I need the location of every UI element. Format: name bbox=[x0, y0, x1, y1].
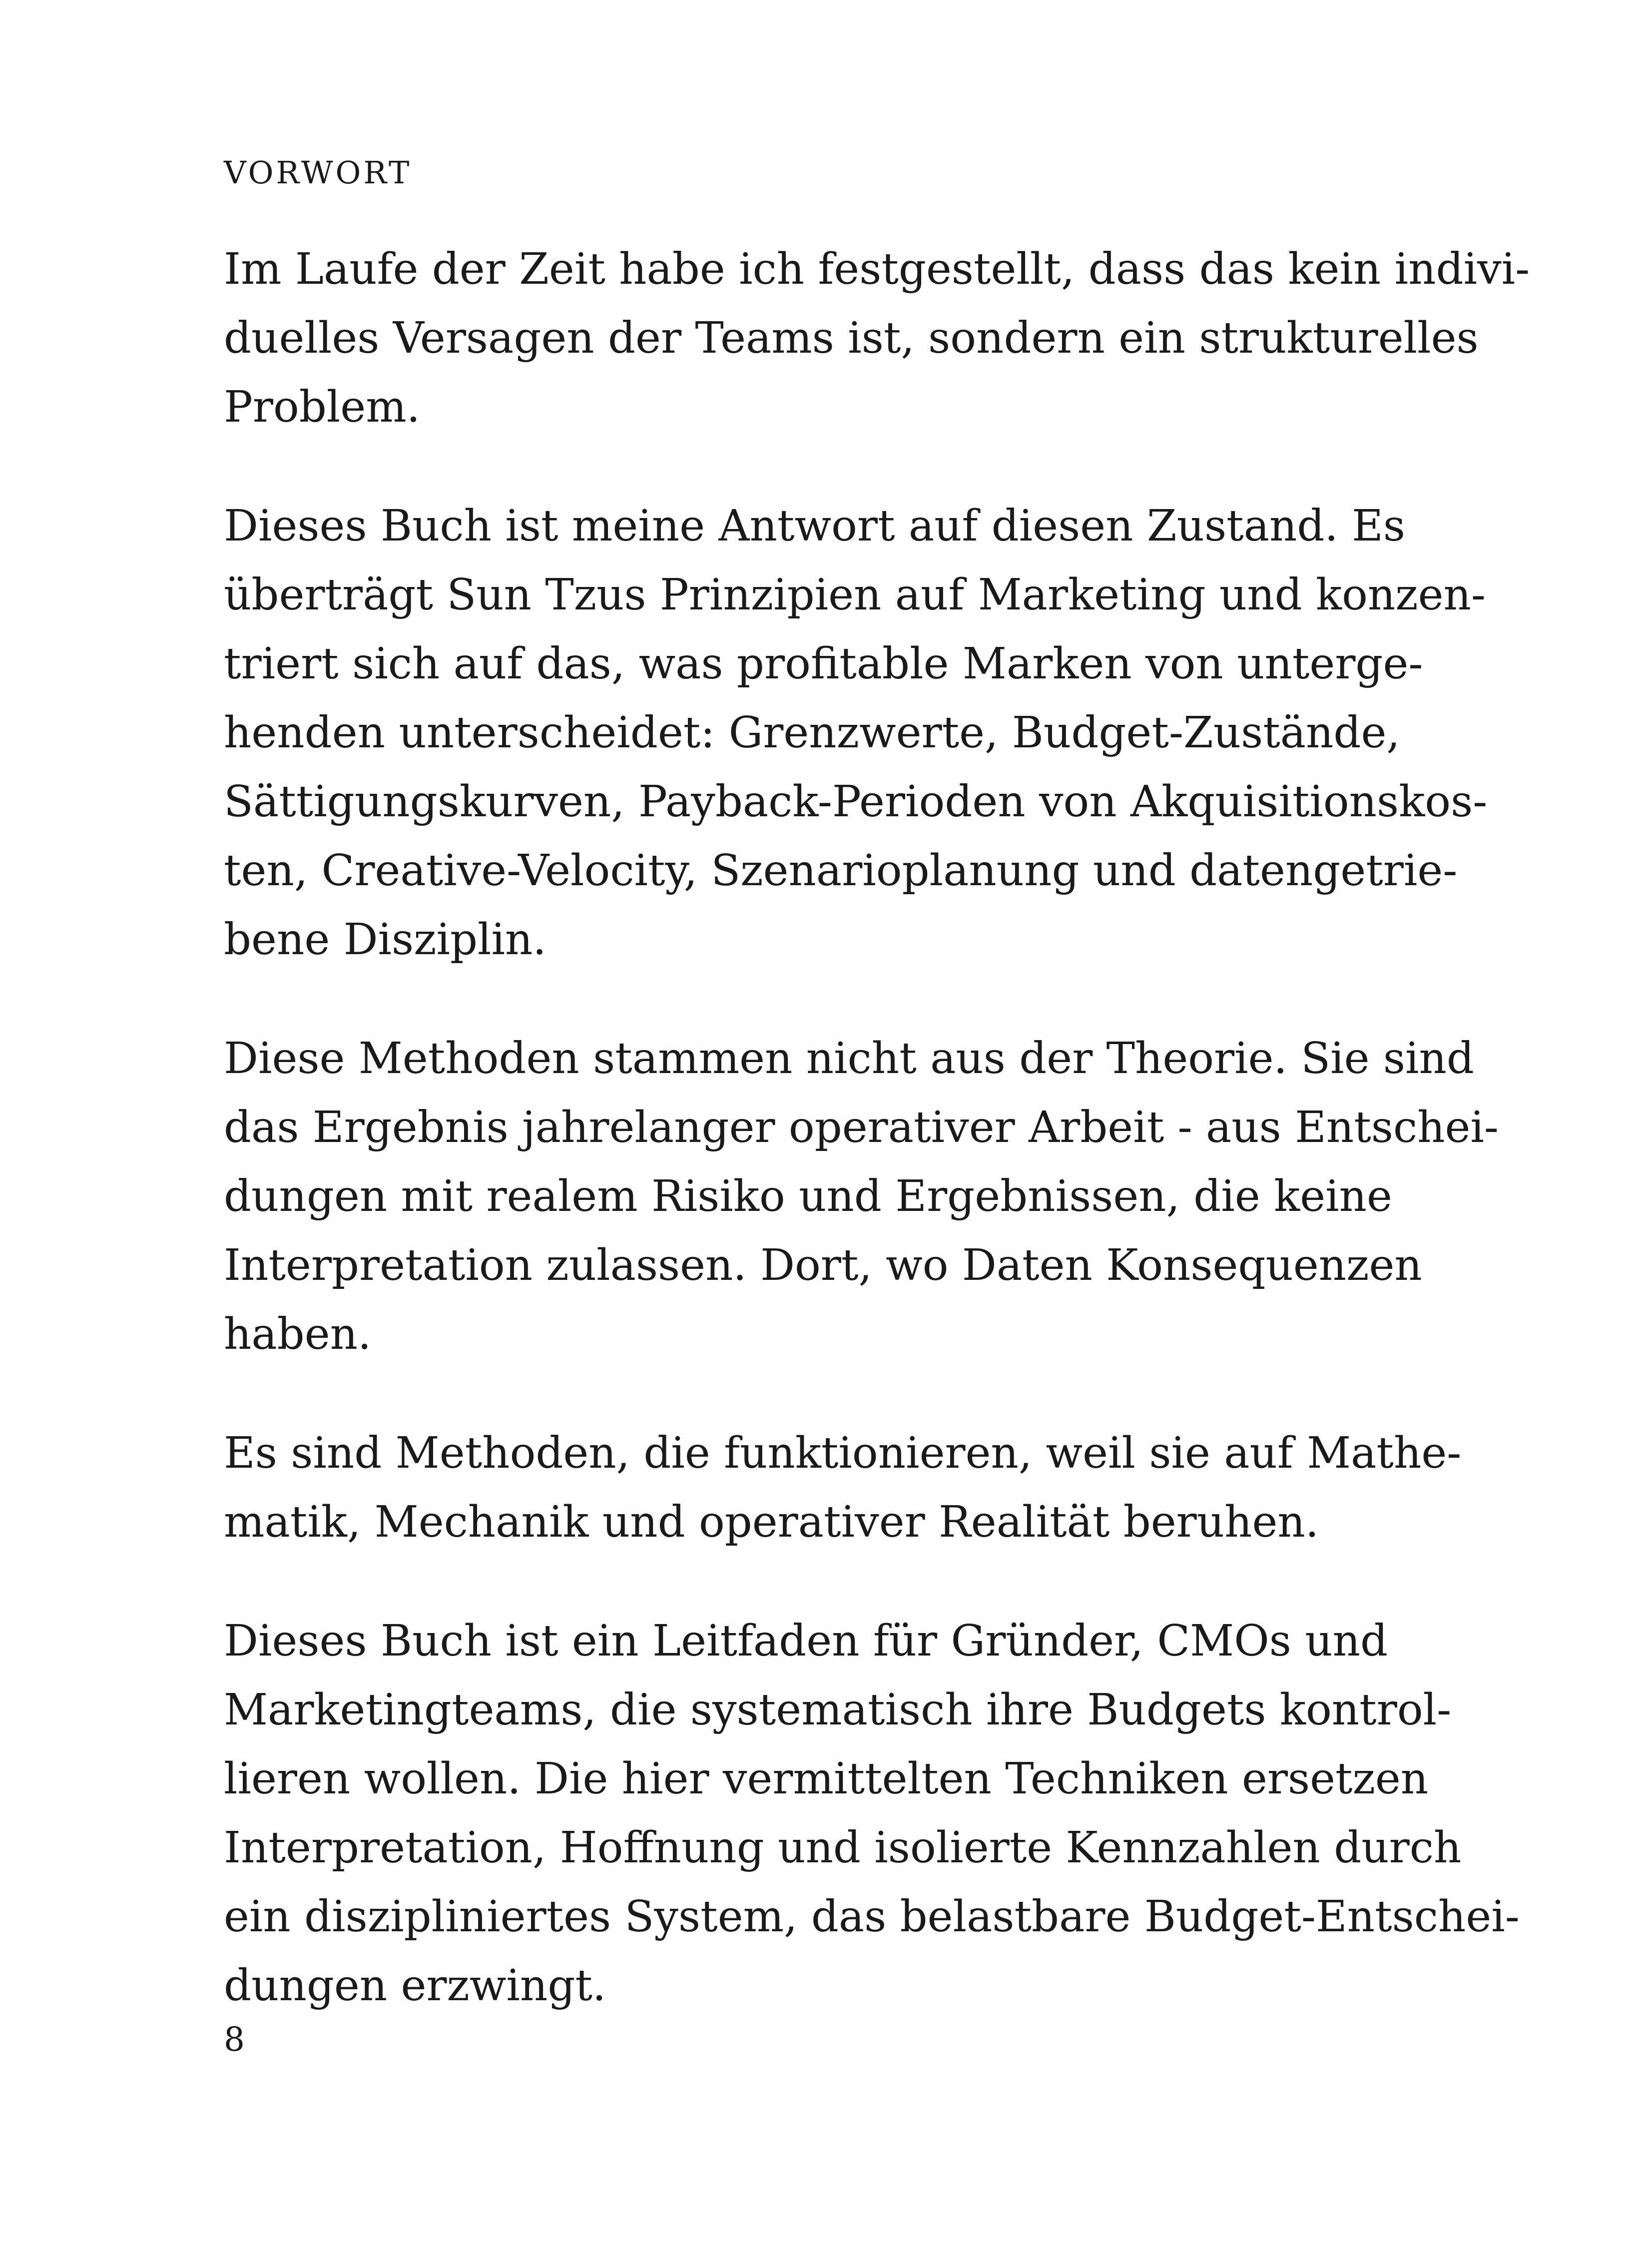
text-line: duelles Versagen der Teams ist, sondern ein strukturelles bbox=[224, 313, 1479, 363]
text-line: Im Laufe der Zeit habe ich festgestellt, dass das kein indivi- bbox=[224, 244, 1530, 294]
text-line: Interpretation zulassen. Dort, wo Daten Konsequenzen bbox=[224, 1240, 1422, 1290]
text-line: henden unterscheidet: Grenzwerte, Budget-Zustände, bbox=[224, 708, 1400, 758]
text-line: überträgt Sun Tzus Prinzipien auf Marketing und konzen- bbox=[224, 570, 1486, 620]
text-line: ein diszipliniertes System, das belastbare Budget-Entschei- bbox=[224, 1892, 1520, 1942]
running-head: VORWORT bbox=[224, 154, 412, 191]
text-line: Diese Methoden stammen nicht aus der Theorie. Sie sind bbox=[224, 1034, 1474, 1084]
text-line: triert sich auf das, was profitable Marken von unterge- bbox=[224, 639, 1423, 689]
text-line: Es sind Methoden, die funktionieren, weil sie auf Mathe- bbox=[224, 1428, 1462, 1478]
text-line: dungen erzwingt. bbox=[224, 1961, 606, 2011]
paragraph-spacing bbox=[224, 442, 1335, 492]
text-line: matik, Mechanik und operativer Realität beruhen. bbox=[224, 1497, 1319, 1547]
text-line: Problem. bbox=[224, 382, 421, 432]
text-line: Interpretation, Hoffnung und isolierte Kennzahlen durch bbox=[224, 1823, 1462, 1873]
paragraph bbox=[224, 1024, 1499, 1369]
text-line: das Ergebnis jahrelanger operativer Arbeit - aus Entschei- bbox=[224, 1103, 1499, 1152]
text-line: Dieses Buch ist ein Leitfaden für Gründer, CMOs und bbox=[224, 1616, 1388, 1666]
paragraph bbox=[224, 235, 1530, 442]
text-line: bene Disziplin. bbox=[224, 915, 547, 965]
body-text bbox=[224, 235, 1530, 2020]
paragraph bbox=[224, 1607, 1520, 2020]
paragraph-spacing bbox=[224, 1557, 1335, 1607]
paragraph bbox=[224, 492, 1488, 974]
text-line: Marketingteams, die systematisch ihre Budgets kontrol- bbox=[224, 1685, 1452, 1735]
paragraph bbox=[224, 1419, 1462, 1557]
text-line: dungen mit realem Risiko und Ergebnissen, die keine bbox=[224, 1171, 1392, 1221]
text-line: haben. bbox=[224, 1309, 372, 1359]
paragraph-spacing bbox=[224, 1369, 1335, 1419]
text-line: Sättigungskurven, Payback-Perioden von Akquisitionskos- bbox=[224, 777, 1488, 827]
text-line: ten, Creative-Velocity, Szenarioplanung und datengetrie- bbox=[224, 846, 1458, 896]
paragraph-spacing bbox=[224, 974, 1335, 1024]
text-line: Dieses Buch ist meine Antwort auf diesen Zustand. Es bbox=[224, 501, 1406, 551]
page-number: 8 bbox=[224, 2020, 245, 2059]
text-line: lieren wollen. Die hier vermittelten Techniken ersetzen bbox=[224, 1754, 1429, 1804]
